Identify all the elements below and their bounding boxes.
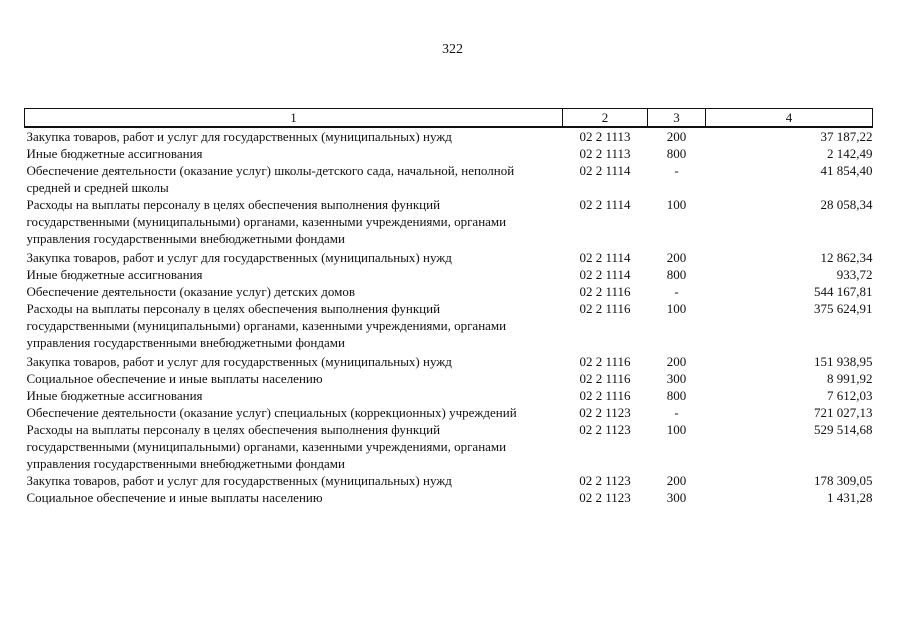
row-type: 200 [666, 473, 687, 488]
header-row [25, 109, 873, 128]
table-row [25, 370, 873, 387]
table-row [25, 196, 873, 249]
row-code: 02 2 1123 [579, 405, 631, 420]
table-row [25, 387, 873, 404]
row-code: 02 2 1123 [579, 490, 631, 505]
row-code: 02 2 1114 [579, 267, 631, 282]
row-sum: 1 431,28 [827, 490, 873, 505]
table-row [25, 249, 873, 266]
row-code: 02 2 1113 [579, 129, 631, 144]
table-row [25, 162, 873, 196]
header-cell-name: 1 [25, 109, 563, 128]
row-name: Социальное обеспечение и иные выплаты населению [26, 371, 323, 386]
row-name: Обеспечение деятельности (оказание услуг) школы-детского сада, начальной, неполной средней и средней школы [26, 163, 515, 195]
table-row [25, 145, 873, 162]
page-number: 322 [442, 42, 463, 57]
table-body [25, 127, 873, 506]
header-cell-type: 3 [648, 109, 706, 128]
row-sum: 151 938,95 [814, 354, 873, 369]
table-row [25, 421, 873, 472]
table-row [25, 300, 873, 353]
row-name: Социальное обеспечение и иные выплаты населению [26, 490, 323, 505]
row-name: Иные бюджетные ассигнования [26, 267, 203, 282]
row-name: Расходы на выплаты персоналу в целях обеспечения выполнения функций государственными (муниципальными) органами, казенными учреждениями, органами управления государственными внебюджетными фондами [26, 197, 507, 246]
table-row [25, 489, 873, 506]
row-sum: 375 624,91 [814, 301, 873, 316]
row-type: 200 [666, 250, 687, 265]
row-code: 02 2 1123 [579, 473, 631, 488]
row-code: 02 2 1123 [579, 422, 631, 437]
row-type: 300 [666, 490, 687, 505]
row-type: 100 [666, 197, 687, 212]
header-cell-sum: 4 [706, 109, 873, 128]
row-type: - [674, 284, 679, 299]
row-code: 02 2 1116 [579, 284, 631, 299]
row-code: 02 2 1114 [579, 197, 631, 212]
table-row [25, 283, 873, 300]
row-sum: 12 862,34 [820, 250, 873, 265]
row-name: Обеспечение деятельности (оказание услуг) специальных (коррекционных) учреждений [26, 405, 517, 420]
row-sum: 41 854,40 [820, 163, 873, 178]
row-type: - [674, 163, 679, 178]
row-sum: 8 991,92 [827, 371, 873, 386]
row-sum: 721 027,13 [814, 405, 873, 420]
row-name: Иные бюджетные ассигнования [26, 146, 203, 161]
row-type: 100 [666, 422, 687, 437]
row-name: Расходы на выплаты персоналу в целях обеспечения выполнения функций государственными (муниципальными) органами, казенными учреждениями, органами управления государственными внебюджетными фондами [26, 422, 507, 471]
row-type: 100 [666, 301, 687, 316]
row-type: 800 [666, 388, 687, 403]
budget-table [24, 108, 873, 506]
table-row [25, 266, 873, 283]
row-sum: 544 167,81 [814, 284, 873, 299]
row-sum: 178 309,05 [814, 473, 873, 488]
table-row [25, 127, 873, 145]
header-cell-code: 2 [563, 109, 648, 128]
row-name: Расходы на выплаты персоналу в целях обеспечения выполнения функций государственными (муниципальными) органами, казенными учреждениями, органами управления государственными внебюджетными фондами [26, 301, 507, 350]
row-type: 200 [666, 129, 687, 144]
row-sum: 2 142,49 [827, 146, 873, 161]
table-row [25, 353, 873, 370]
row-code: 02 2 1116 [579, 354, 631, 369]
row-name: Закупка товаров, работ и услуг для государственных (муниципальных) нужд [26, 354, 452, 369]
row-sum: 529 514,68 [814, 422, 873, 437]
table-row [25, 472, 873, 489]
row-type: 800 [666, 146, 687, 161]
row-code: 02 2 1116 [579, 301, 631, 316]
table-header [25, 109, 873, 128]
row-sum: 37 187,22 [820, 129, 873, 144]
row-code: 02 2 1116 [579, 371, 631, 386]
table-row [25, 404, 873, 421]
row-code: 02 2 1114 [579, 163, 631, 178]
row-code: 02 2 1114 [579, 250, 631, 265]
row-sum: 7 612,03 [827, 388, 873, 403]
row-type: - [674, 405, 679, 420]
row-name: Закупка товаров, работ и услуг для государственных (муниципальных) нужд [26, 250, 452, 265]
row-name: Иные бюджетные ассигнования [26, 388, 203, 403]
row-sum: 28 058,34 [820, 197, 873, 212]
row-type: 800 [666, 267, 687, 282]
row-code: 02 2 1116 [579, 388, 631, 403]
row-name: Закупка товаров, работ и услуг для государственных (муниципальных) нужд [26, 129, 452, 144]
row-name: Закупка товаров, работ и услуг для государственных (муниципальных) нужд [26, 473, 452, 488]
row-code: 02 2 1113 [579, 146, 631, 161]
row-name: Обеспечение деятельности (оказание услуг) детских домов [26, 284, 355, 299]
row-type: 300 [666, 371, 687, 386]
row-type: 200 [666, 354, 687, 369]
row-sum: 933,72 [836, 267, 873, 282]
